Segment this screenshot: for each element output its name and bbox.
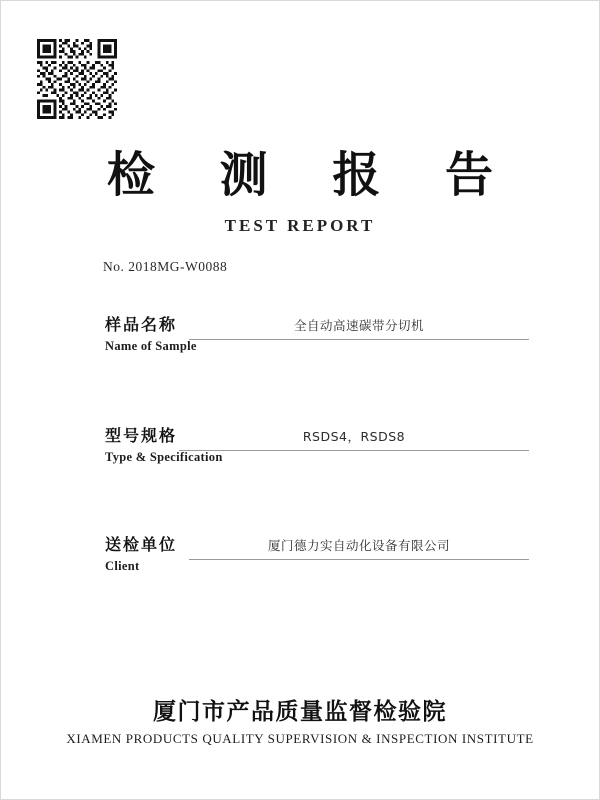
field-value: 全自动高速碳带分切机: [293, 318, 424, 333]
field-label-cn: 型号规格: [105, 426, 178, 445]
page-title-en: TEST REPORT: [224, 216, 376, 235]
issuer-name-en: XIAMEN PRODUCTS QUALITY SUPERVISION & INSPECTION INSTITUTE: [66, 731, 534, 746]
field-client: [105, 535, 529, 581]
field-label-en: Type & Specification: [105, 450, 223, 464]
field-value: 厦门德力实自动化设备有限公司: [267, 538, 450, 553]
qr-code-graphic: [37, 39, 117, 119]
field-label-cn: 送检单位: [105, 535, 178, 554]
field-sample-name: [105, 315, 529, 361]
field-label-en: Name of Sample: [105, 339, 197, 353]
field-value-underline: [189, 535, 529, 560]
field-value: RSDS4，RSDS8: [302, 429, 406, 444]
field-value-underline: [179, 426, 529, 451]
field-label-en: Client: [105, 559, 140, 573]
issuer-name-cn: 厦门市产品质量监督检验院: [153, 699, 447, 725]
qr-code-icon: [37, 39, 117, 119]
field-value-underline: [189, 315, 529, 340]
report-number: No. 2018MG-W0088: [103, 259, 228, 274]
field-type-specification: [105, 426, 529, 472]
page-title-cn: 检 测 报 告: [106, 147, 518, 203]
field-label-cn: 样品名称: [105, 315, 178, 334]
